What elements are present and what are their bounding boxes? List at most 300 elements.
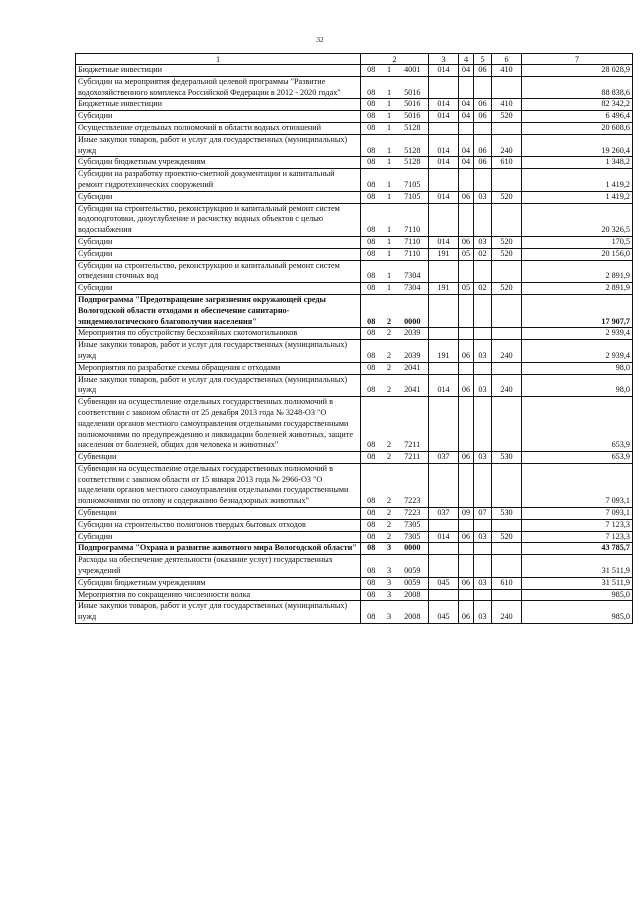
code-chapter-cell: 04 [459,157,474,169]
code-section-cell: 08 [361,328,382,340]
table-row [76,397,633,452]
table-row [76,122,633,134]
code-expense-type-cell: 520 [492,191,522,203]
budget-table [75,53,633,624]
code-chapter-cell [459,294,474,327]
code-subchapter-cell [474,589,492,601]
code-expense-type-cell: 410 [492,99,522,111]
amount-cell: 98,0 [522,362,633,374]
code-section-cell: 08 [361,577,382,589]
code-subprogram-cell: 2 [382,328,397,340]
table-row [76,374,633,397]
amount-cell: 7 093,1 [522,508,633,520]
code-subchapter-cell: 03 [474,236,492,248]
code-section-cell: 08 [361,283,382,295]
row-name-cell: Субсидии на разработку проектно-сметной документации и капитальный ремонт гидротехнических сооружений [76,169,361,192]
code-subprogram-cell: 1 [382,134,397,157]
table-row [76,555,633,578]
code-ministry-cell [429,555,459,578]
amount-cell: 19 260,4 [522,134,633,157]
code-section-cell: 08 [361,111,382,123]
code-ministry-cell [429,122,459,134]
amount-cell: 985,0 [522,589,633,601]
code-expense-type-cell [492,519,522,531]
code-expense-type-cell: 520 [492,111,522,123]
code-subchapter-cell [474,519,492,531]
code-expense-type-cell: 410 [492,65,522,77]
amount-cell: 2 891,9 [522,260,633,283]
row-name-cell: Субсидии [76,531,361,543]
code-direction-cell: 7305 [397,519,429,531]
code-subchapter-cell [474,76,492,99]
code-expense-type-cell: 520 [492,531,522,543]
table-row [76,463,633,507]
row-name-cell: Расходы на обеспечение деятельности (оказание услуг) государственных учреждений [76,555,361,578]
code-chapter-cell [459,328,474,340]
table-row [76,601,633,624]
code-subprogram-cell: 1 [382,65,397,77]
table-row [76,248,633,260]
code-chapter-cell: 09 [459,508,474,520]
code-ministry-cell [429,260,459,283]
table-row [76,543,633,555]
table-row [76,577,633,589]
code-direction-cell: 7105 [397,169,429,192]
code-ministry-cell: 191 [429,340,459,363]
row-name-cell: Иные закупки товаров, работ и услуг для государственных (муниципальных) нужд [76,601,361,624]
code-subchapter-cell [474,362,492,374]
code-subprogram-cell: 2 [382,374,397,397]
code-subchapter-cell [474,555,492,578]
amount-cell: 170,5 [522,236,633,248]
row-name-cell: Мероприятия по сокращению численности волка [76,589,361,601]
amount-cell: 7 123,3 [522,531,633,543]
header-cell-col1: 1 [76,54,361,65]
code-ministry-cell [429,76,459,99]
code-subchapter-cell [474,169,492,192]
code-expense-type-cell [492,543,522,555]
amount-cell: 20 156,0 [522,248,633,260]
code-chapter-cell: 04 [459,99,474,111]
amount-cell: 2 891,9 [522,283,633,295]
code-ministry-cell: 045 [429,577,459,589]
code-chapter-cell: 06 [459,191,474,203]
code-direction-cell: 2041 [397,362,429,374]
row-name-cell: Субсидии бюджетным учреждениям [76,577,361,589]
row-name-cell: Субсидии на строительство, реконструкцию и капитальный ремонт систем водоподготовки, дноуглубление и расчистку водных объектов с целью водоснабжения [76,203,361,236]
code-chapter-cell [459,519,474,531]
row-name-cell: Иные закупки товаров, работ и услуг для государственных (муниципальных) нужд [76,374,361,397]
code-chapter-cell: 06 [459,531,474,543]
code-subprogram-cell: 3 [382,543,397,555]
code-section-cell: 08 [361,589,382,601]
code-subprogram-cell: 2 [382,362,397,374]
amount-cell: 985,0 [522,601,633,624]
table-row [76,260,633,283]
row-name-cell: Субвенции на осуществление отдельных государственных полномочий в соответствии с законом области от 15 января 2013 года № 2966-ОЗ "О наделении органов местного самоуправления отдельными государственными полномочиями по отлову и содержанию безнадзорных животных" [76,463,361,507]
row-name-cell: Субсидии [76,191,361,203]
header-cell-col2: 2 [361,54,429,65]
code-chapter-cell [459,169,474,192]
table-row [76,362,633,374]
code-subprogram-cell: 1 [382,236,397,248]
table-row [76,589,633,601]
code-ministry-cell [429,463,459,507]
code-subchapter-cell: 06 [474,157,492,169]
code-subchapter-cell: 06 [474,65,492,77]
code-chapter-cell: 06 [459,577,474,589]
code-expense-type-cell: 520 [492,283,522,295]
code-chapter-cell [459,362,474,374]
code-subprogram-cell: 3 [382,555,397,578]
row-name-cell: Субсидии [76,236,361,248]
table-row [76,65,633,77]
code-subchapter-cell [474,294,492,327]
code-section-cell: 08 [361,519,382,531]
code-chapter-cell: 04 [459,134,474,157]
row-name-cell: Субсидии [76,248,361,260]
code-subchapter-cell [474,260,492,283]
code-section-cell: 08 [361,543,382,555]
row-name-cell: Субсидии [76,283,361,295]
code-direction-cell: 5016 [397,76,429,99]
code-section-cell: 08 [361,362,382,374]
table-row [76,294,633,327]
code-subchapter-cell [474,203,492,236]
code-chapter-cell [459,463,474,507]
row-name-cell: Подпрограмма "Предотвращение загрязнения окружающей среды Вологодской области отходами и обеспечение санитарно-эпидемиологического благополучия населения" [76,294,361,327]
code-section-cell: 08 [361,203,382,236]
code-chapter-cell: 05 [459,248,474,260]
table-row [76,531,633,543]
table-row [76,283,633,295]
code-expense-type-cell: 610 [492,577,522,589]
code-expense-type-cell [492,260,522,283]
code-chapter-cell: 06 [459,340,474,363]
code-section-cell: 08 [361,601,382,624]
code-chapter-cell: 06 [459,452,474,464]
code-direction-cell: 7305 [397,531,429,543]
amount-cell: 2 939,4 [522,340,633,363]
code-expense-type-cell: 240 [492,374,522,397]
table-body [76,54,633,624]
code-expense-type-cell: 240 [492,340,522,363]
code-direction-cell: 2041 [397,374,429,397]
code-subchapter-cell: 03 [474,340,492,363]
code-expense-type-cell [492,203,522,236]
table-row [76,99,633,111]
code-direction-cell: 7211 [397,397,429,452]
row-name-cell: Субвенции [76,452,361,464]
code-expense-type-cell: 240 [492,601,522,624]
amount-cell: 6 496,4 [522,111,633,123]
code-section-cell: 08 [361,463,382,507]
code-chapter-cell [459,122,474,134]
code-subprogram-cell: 2 [382,531,397,543]
header-cell-col6: 6 [492,54,522,65]
code-subchapter-cell: 03 [474,601,492,624]
amount-cell: 653,9 [522,397,633,452]
code-ministry-cell: 014 [429,111,459,123]
amount-cell: 43 785,7 [522,543,633,555]
code-expense-type-cell [492,76,522,99]
code-direction-cell: 7223 [397,508,429,520]
code-expense-type-cell [492,294,522,327]
amount-cell: 20 326,5 [522,203,633,236]
table-row [76,191,633,203]
code-expense-type-cell: 530 [492,452,522,464]
amount-cell: 98,0 [522,374,633,397]
header-cell-col7: 7 [522,54,633,65]
code-expense-type-cell [492,362,522,374]
code-chapter-cell: 04 [459,65,474,77]
amount-cell: 20 608,6 [522,122,633,134]
code-direction-cell: 5016 [397,99,429,111]
code-expense-type-cell [492,555,522,578]
code-chapter-cell [459,260,474,283]
code-chapter-cell [459,203,474,236]
code-subchapter-cell [474,463,492,507]
code-subchapter-cell: 02 [474,248,492,260]
code-direction-cell: 2039 [397,328,429,340]
row-name-cell: Бюджетные инвестиции [76,99,361,111]
code-direction-cell: 7304 [397,283,429,295]
table-row [76,134,633,157]
code-subprogram-cell: 3 [382,577,397,589]
code-ministry-cell [429,543,459,555]
code-ministry-cell [429,397,459,452]
code-expense-type-cell [492,463,522,507]
code-direction-cell: 4001 [397,65,429,77]
code-subchapter-cell: 03 [474,374,492,397]
code-ministry-cell: 191 [429,248,459,260]
code-ministry-cell [429,203,459,236]
code-section-cell: 08 [361,374,382,397]
table-row [76,169,633,192]
code-subchapter-cell: 03 [474,191,492,203]
code-expense-type-cell [492,589,522,601]
code-section-cell: 08 [361,452,382,464]
code-subchapter-cell [474,543,492,555]
amount-cell: 1 348,2 [522,157,633,169]
code-chapter-cell: 04 [459,111,474,123]
code-subchapter-cell [474,122,492,134]
code-expense-type-cell: 520 [492,248,522,260]
code-direction-cell: 5128 [397,134,429,157]
code-section-cell: 08 [361,260,382,283]
code-chapter-cell [459,543,474,555]
code-subprogram-cell: 1 [382,283,397,295]
code-ministry-cell: 014 [429,236,459,248]
amount-cell: 2 939,4 [522,328,633,340]
amount-cell: 7 093,1 [522,463,633,507]
code-subprogram-cell: 2 [382,452,397,464]
code-subprogram-cell: 1 [382,111,397,123]
code-chapter-cell [459,397,474,452]
code-subprogram-cell: 2 [382,508,397,520]
amount-cell: 31 511,9 [522,555,633,578]
code-direction-cell: 2039 [397,340,429,363]
code-direction-cell: 5016 [397,111,429,123]
code-direction-cell: 7105 [397,191,429,203]
code-section-cell: 08 [361,191,382,203]
code-direction-cell: 7304 [397,260,429,283]
code-ministry-cell: 014 [429,99,459,111]
row-name-cell: Бюджетные инвестиции [76,65,361,77]
amount-cell: 1 419,2 [522,169,633,192]
code-chapter-cell [459,555,474,578]
code-subprogram-cell: 1 [382,76,397,99]
code-ministry-cell: 014 [429,65,459,77]
code-section-cell: 08 [361,134,382,157]
code-subchapter-cell: 06 [474,99,492,111]
code-ministry-cell [429,589,459,601]
code-direction-cell: 7110 [397,236,429,248]
row-name-cell: Субсидии на мероприятия федеральной целевой программы "Развитие водохозяйственного комплекса Российской Федерации в 2012 - 2020 годах" [76,76,361,99]
code-subprogram-cell: 2 [382,397,397,452]
code-direction-cell: 7110 [397,248,429,260]
code-subchapter-cell: 06 [474,134,492,157]
code-section-cell: 08 [361,99,382,111]
code-section-cell: 08 [361,236,382,248]
code-subprogram-cell: 2 [382,340,397,363]
code-subprogram-cell: 1 [382,191,397,203]
code-subchapter-cell: 07 [474,508,492,520]
code-direction-cell: 0059 [397,555,429,578]
code-subchapter-cell: 06 [474,111,492,123]
row-name-cell: Осуществление отдельных полномочий в области водных отношений [76,122,361,134]
code-chapter-cell: 06 [459,374,474,397]
table-row [76,340,633,363]
code-subprogram-cell: 1 [382,99,397,111]
code-section-cell: 08 [361,169,382,192]
code-direction-cell: 2008 [397,589,429,601]
amount-cell: 1 419,2 [522,191,633,203]
code-ministry-cell [429,169,459,192]
code-subprogram-cell: 1 [382,122,397,134]
code-subchapter-cell [474,397,492,452]
code-expense-type-cell: 240 [492,134,522,157]
code-expense-type-cell [492,397,522,452]
code-section-cell: 08 [361,294,382,327]
code-section-cell: 08 [361,157,382,169]
code-ministry-cell: 014 [429,157,459,169]
code-subprogram-cell: 1 [382,260,397,283]
amount-cell: 17 907,7 [522,294,633,327]
code-subprogram-cell: 2 [382,519,397,531]
code-chapter-cell: 06 [459,601,474,624]
code-subchapter-cell: 03 [474,452,492,464]
row-name-cell: Субсидии [76,111,361,123]
code-direction-cell: 0000 [397,294,429,327]
code-section-cell: 08 [361,531,382,543]
code-expense-type-cell: 530 [492,508,522,520]
code-direction-cell: 0000 [397,543,429,555]
row-name-cell: Субсидии на строительство, реконструкцию и капитальный ремонт систем отведения сточных вод [76,260,361,283]
code-direction-cell: 7223 [397,463,429,507]
amount-cell: 28 028,9 [522,65,633,77]
code-subprogram-cell: 3 [382,589,397,601]
code-ministry-cell [429,294,459,327]
code-subprogram-cell: 1 [382,248,397,260]
code-ministry-cell: 014 [429,134,459,157]
code-ministry-cell [429,519,459,531]
code-subprogram-cell: 1 [382,157,397,169]
code-ministry-cell [429,328,459,340]
code-subprogram-cell: 2 [382,463,397,507]
code-direction-cell: 7110 [397,203,429,236]
row-name-cell: Субвенции на осуществление отдельных государственных полномочий в соответствии с законом области от 25 декабря 2013 года № 3248-ОЗ "О наделении органов местного самоуправления отдельными государственными полномочиями по предупреждению и ликвидации болезней животных, защите населения от болезней, общих для человека и животных" [76,397,361,452]
code-section-cell: 08 [361,340,382,363]
table-row [76,236,633,248]
page-number: 32 [316,35,324,44]
code-expense-type-cell: 520 [492,236,522,248]
code-subchapter-cell [474,328,492,340]
code-section-cell: 08 [361,248,382,260]
table-header-row [76,54,633,65]
table-row [76,76,633,99]
code-ministry-cell: 191 [429,283,459,295]
row-name-cell: Иные закупки товаров, работ и услуг для государственных (муниципальных) нужд [76,340,361,363]
code-chapter-cell: 06 [459,236,474,248]
code-direction-cell: 5128 [397,122,429,134]
amount-cell: 31 511,9 [522,577,633,589]
code-chapter-cell [459,76,474,99]
code-ministry-cell: 014 [429,191,459,203]
code-subprogram-cell: 3 [382,601,397,624]
code-ministry-cell: 045 [429,601,459,624]
table-row [76,111,633,123]
table-row [76,508,633,520]
code-section-cell: 08 [361,555,382,578]
code-ministry-cell: 014 [429,374,459,397]
code-expense-type-cell [492,328,522,340]
code-direction-cell: 2008 [397,601,429,624]
row-name-cell: Субвенции [76,508,361,520]
code-ministry-cell: 014 [429,531,459,543]
code-subprogram-cell: 1 [382,169,397,192]
code-section-cell: 08 [361,397,382,452]
code-ministry-cell: 037 [429,508,459,520]
amount-cell: 82 342,2 [522,99,633,111]
code-section-cell: 08 [361,76,382,99]
row-name-cell: Мероприятия по обустройству бесхозяйных скотомогильников [76,328,361,340]
code-section-cell: 08 [361,65,382,77]
table-row [76,519,633,531]
code-direction-cell: 0059 [397,577,429,589]
code-expense-type-cell: 610 [492,157,522,169]
table-row [76,328,633,340]
code-subchapter-cell: 03 [474,577,492,589]
table-row [76,203,633,236]
code-subprogram-cell: 2 [382,294,397,327]
code-expense-type-cell [492,169,522,192]
row-name-cell: Субсидии бюджетным учреждениям [76,157,361,169]
header-cell-col5: 5 [474,54,492,65]
amount-cell: 88 838,6 [522,76,633,99]
code-chapter-cell [459,589,474,601]
amount-cell: 653,9 [522,452,633,464]
table-row [76,452,633,464]
code-direction-cell: 7211 [397,452,429,464]
code-chapter-cell: 05 [459,283,474,295]
header-cell-col4: 4 [459,54,474,65]
row-name-cell: Субсидии на строительство полигонов твердых бытовых отходов [76,519,361,531]
code-direction-cell: 5128 [397,157,429,169]
code-expense-type-cell [492,122,522,134]
code-section-cell: 08 [361,508,382,520]
code-subchapter-cell: 03 [474,531,492,543]
